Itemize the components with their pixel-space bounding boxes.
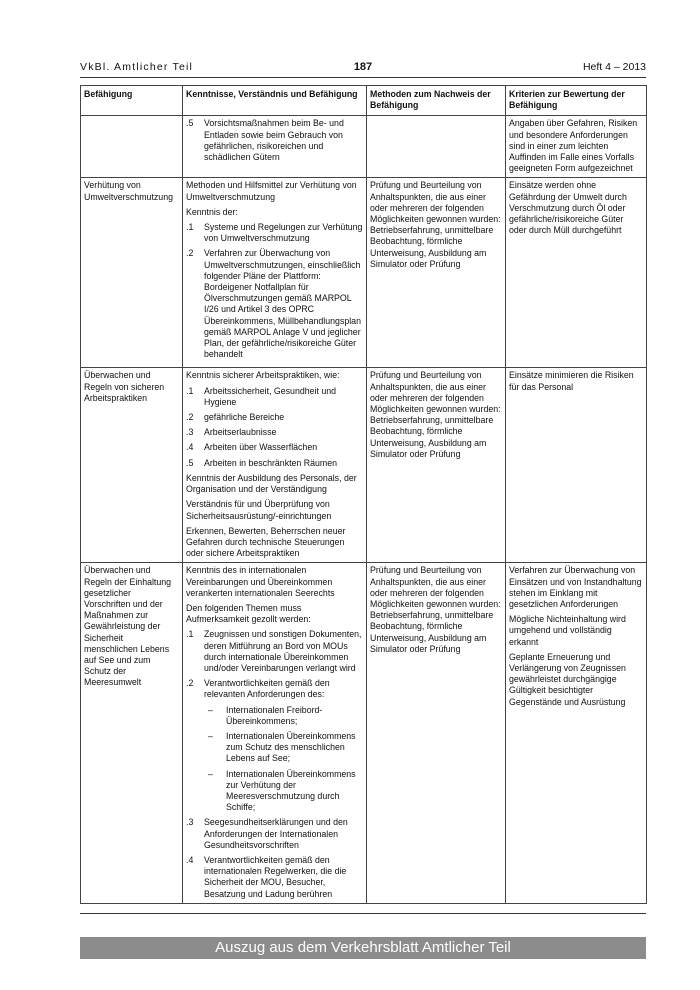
methods-cell: Prüfung und Beurteilung von Anhaltspunkten, die aus einer oder mehreren der folgenden Möglichkeiten gewonnen wurden: Betriebserfahrung, unmittelbare Beobachtung, förmliche Unterweisung, Ausbildung am Simulator oder Prüfung	[367, 178, 506, 368]
table-row	[81, 178, 647, 368]
list-item: .3 Seegesundheitserklärungen und den Anforderungen der Internationalen Gesundheitsvorschriften	[186, 817, 348, 850]
page-header	[80, 61, 646, 77]
list-item: .1 Zeugnissen und sonstigen Dokumenten, deren Mitführung an Bord von MOUs durch internationale Übereinkommen und/oder Vereinbarungen verlangt wird	[186, 629, 362, 673]
criteria-cell: Einsätze minimieren die Risiken für das Personal	[506, 368, 647, 563]
table-row	[81, 116, 647, 178]
list-item: .2 gefährliche Bereiche	[186, 412, 285, 423]
sub-list-item: – Internationalen Übereinkommens zur Verhütung der Meeresverschmutzung durch Schiffe;	[208, 768, 356, 813]
list-item: .2 Verfahren zur Überwachung von Umweltverschmutzungen, einschließlich folgender Pläne der Plattform: Bordeigener Notfallplan für Ölverschmutzungen gemäß MARPOL I/26 und Artikel 3 des OPRC Übereinkommens, Müllbehandlungsplan gemäß MARPOL Anlage V und jeglicher Plan, der gefährliche/risikoreiche Güter behandelt	[186, 248, 361, 360]
sub-list-item: – Internationalen Freibord-Übereinkommens;	[208, 704, 323, 726]
methods-cell: Prüfung und Beurteilung von Anhaltspunkten, die aus einer oder mehreren der folgenden Möglichkeiten gewonnen wurden: Betriebserfahrung, unmittelbare Beobachtung, förmliche Unterweisung, Ausbildung am Simulator oder Prüfung	[367, 368, 506, 563]
issue-label: Heft 4 – 2013	[582, 61, 646, 73]
footer-rule	[80, 913, 646, 914]
methods-cell	[367, 116, 506, 178]
sub-list-item: – Internationalen Übereinkommens zum Schutz des menschlichen Lebens auf See;	[208, 730, 356, 764]
competence-cell	[81, 116, 183, 178]
page-number: 187	[353, 61, 373, 73]
knowledge-cell: Kenntnis des in internationalen Vereinbarungen und Übereinkommen verankerten internationalen Seerechts Den folgenden Themen muss Aufmerksamkeit gezollt werden: .1 Zeugnissen und sonstigen Dokumenten, deren Mitführung an Bord von MOUs durch internationale Übereinkommen und/oder Vereinbarungen verlangt wird .2 Verantwortlichkeiten gemäß den relevanten Anforderungen des: – Internationalen Freibord-Übereinkommens; – Internationalen Übereinkommens zum Schutz des menschlichen Lebens auf See; – Internationalen Übereinkommens zur Verhütung der Meeresverschmutzung durch Schiffe; .3 Seegesundheitserklärungen und den Anforderungen der Internationalen Gesundheitsvorschriften .4 Verantwortlichkeiten gemäß den internationalen Regelwerken, die die Sicherheit der MOU, Besucher, Besatzung und Ladung berühren	[183, 563, 367, 903]
knowledge-cell	[183, 116, 367, 178]
list-item: .4 Arbeiten über Wasserflächen	[186, 442, 318, 453]
list-item: .1 Systeme und Regelungen zur Verhütung von Umweltverschmutzung	[186, 222, 363, 244]
list-item: .5 Vorsichtsmaßnahmen beim Be- und Entladen sowie beim Gebrauch von gefährlichen, risikoreichen und schädlichen Gütern	[186, 118, 344, 163]
table-header-row	[81, 86, 647, 116]
criteria-cell: Angaben über Gefahren, Risiken und besondere Anforderungen sind in einer zum leichten Auffinden im Falle eines Vorfalls geeigneten Form aufgezeichnet	[506, 116, 647, 178]
competence-cell: Überwachen und Regeln von sicheren Arbeitspraktiken	[81, 368, 183, 563]
knowledge-cell: Kenntnis sicherer Arbeitspraktiken, wie: .1 Arbeitssicherheit, Gesundheit und Hygiene .2 gefährliche Bereiche .3 Arbeitserlaubnisse .4 Arbeiten über Wasserflächen .5 Arbeiten in beschränkten Räumen Kenntnis der Ausbildung des Personals, der Organisation und der Verständigung Verständnis für und Überprüfung von Sicherheitsausrüstung/-einrichtungen Erkennen, Bewerten, Beherrschen neuer Gefahren durch technische Steuerungen oder sichere Arbeitspraktiken	[183, 368, 367, 563]
list-item: .3 Arbeitserlaubnisse	[186, 427, 277, 438]
list-item: .5 Arbeiten in beschränkten Räumen	[186, 457, 338, 468]
list-item: .2 Verantwortlichkeiten gemäß den relevanten Anforderungen des:	[186, 678, 330, 700]
competence-cell: Überwachen und Regeln der Einhaltung gesetzlicher Vorschriften und der Maßnahmen zur Gewährleistung der Sicherheit menschlichen Lebens auf See und zum Schutz der Meeresumwelt	[81, 563, 183, 903]
criteria-cell: Verfahren zur Überwachung von Einsätzen und von Instandhaltung stehen im Einklang mit gesetzlichen Anforderungen Mögliche Nichteinhaltung wird umgehend und vollständig erkannt Geplante Erneuerung und Verlängerung von Zeugnissen gewährleistet durchgängige Gültigkeit besichtigter Gegenstände und Ausrüstung	[506, 563, 647, 903]
column-header: Befähigung	[81, 86, 183, 116]
sub-list	[204, 705, 363, 814]
journal-name: VkBl. Amtlicher Teil	[80, 61, 194, 73]
competence-table	[80, 85, 647, 904]
column-header: Methoden zum Nachweis der Befähigung	[367, 86, 506, 116]
table-row	[81, 368, 647, 563]
column-header: Kenntnisse, Verständnis und Befähigung	[183, 86, 367, 116]
methods-cell: Prüfung und Beurteilung von Anhaltspunkten, die aus einer oder mehreren der folgenden Möglichkeiten gewonnen wurden: Betriebserfahrung, unmittelbare Beobachtung, förmliche Unterweisung, Ausbildung am Simulator oder Prüfung	[367, 563, 506, 903]
column-header: Kriterien zur Bewertung der Befähigung	[506, 86, 647, 116]
list-item: .1 Arbeitssicherheit, Gesundheit und Hygiene	[186, 385, 337, 407]
table-row	[81, 563, 647, 903]
footer-banner: Auszug aus dem Verkehrsblatt Amtlicher Teil	[80, 937, 646, 959]
list-item: .4 Verantwortlichkeiten gemäß den internationalen Regelwerken, die die Sicherheit der MOU, Besucher, Besatzung und Ladung berühren	[186, 854, 347, 899]
header-rule	[80, 77, 646, 78]
criteria-cell: Einsätze werden ohne Gefährdung der Umwelt durch Verschmutzung durch Öl oder gefährliche/risikoreiche Güter oder durch Müll durchgeführt	[506, 178, 647, 368]
knowledge-cell: Methoden und Hilfsmittel zur Verhütung von Umweltverschmutzung Kenntnis der: .1 Systeme und Regelungen zur Verhütung von Umweltverschmutzung .2 Verfahren zur Überwachung von Umweltverschmutzungen, einschließlich folgender Pläne der Plattform: Bordeigener Notfallplan für Ölverschmutzungen gemäß MARPOL I/26 und Artikel 3 des OPRC Übereinkommens, Müllbehandlungsplan gemäß MARPOL Anlage V und jeglicher Plan, der gefährliche/risikoreiche Güter behandelt	[183, 178, 367, 368]
competence-cell: Verhütung von Umweltverschmutzung	[81, 178, 183, 368]
